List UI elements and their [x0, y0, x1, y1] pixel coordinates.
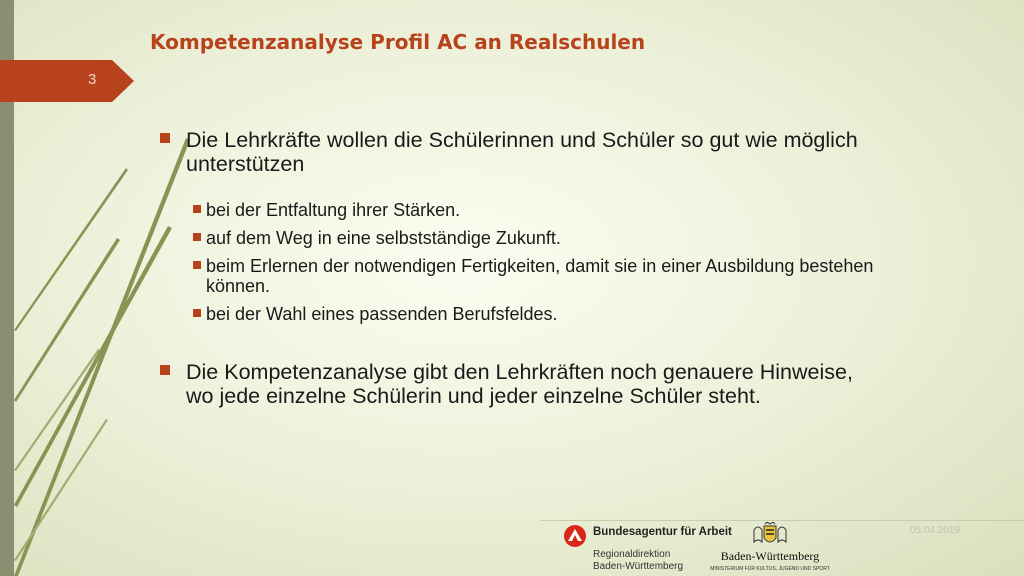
bullet-marker	[160, 133, 170, 143]
slide-number: 3	[88, 71, 97, 88]
ba-sub-line: Regionaldirektion	[593, 549, 671, 560]
bullet-marker	[193, 205, 201, 213]
slide-title: Kompetenzanalyse Profil AC an Realschulen	[150, 30, 646, 54]
sub-bullet	[160, 256, 880, 296]
footer-divider	[540, 520, 1024, 521]
main-bullet	[160, 360, 880, 408]
sub-bullet-text: bei der Entfaltung ihrer Stärken.	[206, 200, 461, 220]
sub-bullet-text: auf dem Weg in eine selbstständige Zukunft.	[206, 228, 561, 248]
bullet-marker	[160, 365, 170, 375]
bullet-text: Die Lehrkräfte wollen die Schülerinnen und Schüler so gut wie möglich unterstützen	[186, 128, 858, 176]
sub-bullet	[160, 228, 880, 248]
bullet-marker	[193, 233, 201, 241]
sub-bullet-text: bei der Wahl eines passenden Berufsfeldes.	[206, 304, 558, 324]
bullet-text: Die Kompetenzanalyse gibt den Lehrkräften noch genauere Hinweise, wo jede einzelne Schülerin und jeder einzelne Schüler steht.	[186, 360, 853, 408]
bullet-marker	[193, 261, 201, 269]
ba-subtitle	[593, 549, 683, 573]
bw-name: Baden-Württemberg	[720, 549, 820, 563]
slide-date: 05.04.2019	[910, 525, 961, 536]
bullet-marker	[193, 309, 201, 317]
ba-name: Bundesagentur für Arbeit	[593, 526, 732, 538]
slide-number-tab	[0, 60, 134, 102]
bundesagentur-logo-icon	[563, 524, 587, 548]
sub-bullet-text: beim Erlernen der notwendigen Fertigkeiten, damit sie in einer Ausbildung bestehen können.	[206, 256, 874, 296]
ba-sub-line: Baden-Württemberg	[593, 561, 684, 572]
sub-bullet	[160, 200, 880, 220]
bw-ministry: MINISTERIUM FÜR KULTUS, JUGEND UND SPORT	[710, 566, 830, 572]
coat-of-arms-icon	[750, 522, 790, 550]
slide-content	[160, 128, 880, 408]
main-bullet	[160, 128, 880, 176]
sub-bullet	[160, 304, 880, 324]
